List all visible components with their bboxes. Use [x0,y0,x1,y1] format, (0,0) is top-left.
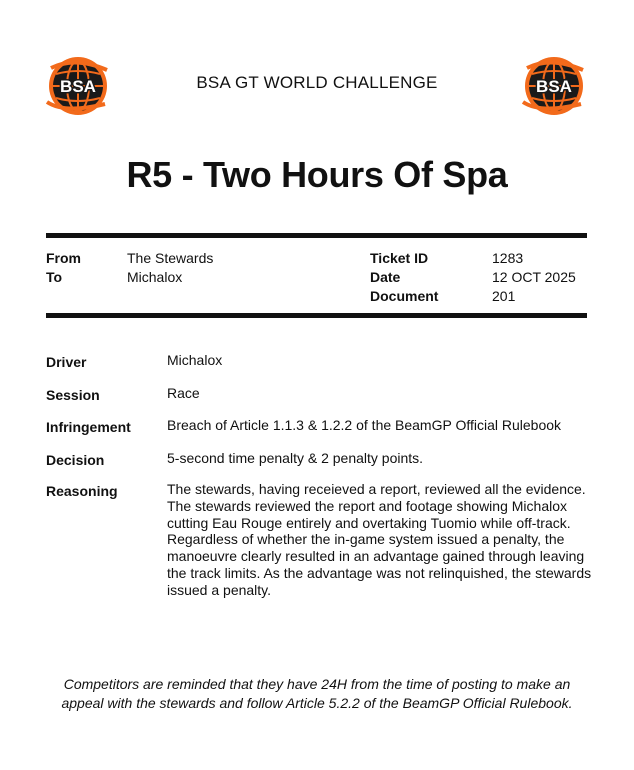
document-value: 201 [492,288,516,304]
logo-text: BSA [60,77,96,96]
from-value: The Stewards [127,250,214,266]
driver-label: Driver [46,354,87,370]
ticket-id-value: 1283 [492,250,524,266]
appeal-notice: Competitors are reminded that they have 24H from the time of posting to make an appeal with the stewards and follow Article 5.2.2 of the BeamGP Official Rulebook. [61,676,573,711]
to-value: Michalox [127,269,183,285]
decision-value: 5-second time penalty & 2 penalty points. [167,450,424,466]
from-label: From [46,250,81,266]
date-value: 12 OCT 2025 [492,269,576,285]
reasoning-value: The stewards, having receieved a report, reviewed all the evidence. The stewards reviewed the report and footage showing Michalox cutting Eau Rouge entirely and overtaking Tuomio while off-track. Regardless of whether the in-game system issued a penalty, the manoeuvre clearly resulted in an advantage gained through leaving the track limits. As the advantage was not relinquished, the stewards issued a penalty. [167,481,592,598]
infringement-label: Infringement [46,419,131,435]
session-label: Session [46,387,100,403]
session-value: Race [167,385,200,401]
decision-label: Decision [46,452,105,468]
ticket-id-label: Ticket ID [370,250,429,266]
reasoning-label: Reasoning [46,483,118,499]
date-label: Date [370,269,401,285]
globe-icon [521,54,587,118]
event-title: R5 - Two Hours Of Spa [126,154,508,195]
divider-bottom [46,313,587,318]
divider-top [46,233,587,238]
infringement-value: Breach of Article 1.1.3 & 1.2.2 of the BeamGP Official Rulebook [167,417,562,433]
document-label: Document [370,288,439,304]
logo-text: BSA [536,77,572,96]
championship-title: BSA GT WORLD CHALLENGE [196,73,438,92]
driver-value: Michalox [167,352,223,368]
to-label: To [46,269,63,285]
bsa-logo-right [521,54,587,118]
